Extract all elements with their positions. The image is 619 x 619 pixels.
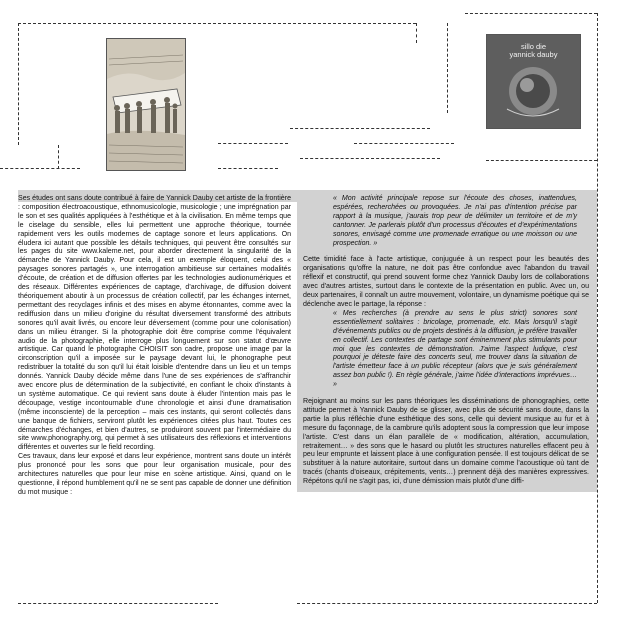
dashed-line-top-right xyxy=(465,13,597,14)
engraving-drawing xyxy=(107,39,185,170)
right-paragraph-2: Rejoignant au moins sur les pans théoriques les disséminations de phonographies, cette attitude permet à Yannick Dauby de se glisser, avec plus de sécurité sans doute, dans la partie la plus réfléchie d'une esthétique des sons, celle qui devient musique au fur et à mesure du façonnage, de la cambrure qu'ils adoptent sous la compression que leur impose l'artiste. C'est dans un élan parallèle de « modification, altération, accumulation, retraitement… » des sons que le hasard ou plutôt les structures naturelles effacent peu à peu leur emprunte et laissent place à une configuration pensée. Il est toujours délicat de se substituer à la nature autoritaire, surtout dans un domaine comme l'acoustique où tant de tracés (chants d'oiseaux, crépitements, vents…) prennent déjà des manières expressives. Répétons qu'il ne s'agit pas, ici, d'une démission mais plutôt d'une diffi- xyxy=(303,398,589,486)
dashed-line-mid xyxy=(447,23,448,113)
album-title-line1: sillo die xyxy=(520,42,546,51)
dashed-line-mid2 xyxy=(416,23,417,43)
right-paragraph-1: Cette timidité face à l'acte artistique, conjuguée à un respect pour les beautés des organisations qu'offre la nature, ne doit pas être confondue avec l'abandon du travail réflexif et constructif, qui prend souvent forme chez Yannick Dauby lors de collaborations avec d'autres artistes, surtout dans le contexte de la présentation en public. Avec un, ou deux partenaires, il connaît un autre mouvement, volontaire, un dynamisme poétique qui se déclenche avec le partage, la réponse : xyxy=(303,256,589,308)
left-paragraph-2: Ces travaux, dans leur exposé et dans leur expérience, montrent sans doute un intérêt plus prononcé pour les sons que pour leur organisation musicale, pour des architectures naturelles que pour leur mise en scène artistique. Ainsi, quand on le questionne, il répond humblement qu'il ne se sent pas capable de donner une définition du mot musique : xyxy=(18,453,291,496)
engraving-illustration xyxy=(106,38,186,171)
dashed-line-left-top xyxy=(18,23,19,145)
dashed-line-mid-1 xyxy=(290,128,430,129)
album-title-line2: yannick dauby xyxy=(509,50,558,59)
left-paragraph-1: Ses études ont sans doute contribué à faire de Yannick Dauby cet artiste de la frontière : composition électroacoustique, ethnomusicologie, musicologie ; une imprégnation par le son et ses qualités appliquées à l'esthétique et à la civilisation. En même temps que le ciselage du sensible, elles lui permettent une approche théorique, tournée rapidement vers les outils modernes de captage sonore et leurs applications. On éludera ici autant que possible les détails techniques, qui peuvent être consultés sur les pages du site www.kaleme.net, pour aborder directement la singularité de la démarche de Yannick Dauby. Pour cela, il est un exemple éloquent, celui des « paysages sonores partagés », une interrogation ambitieuse sur certaines modalités d'écoute, de création et de diffusion offertes par les technologies audionumériques et des réseaux. Différentes expériences de captage, d'archivage, de diffusion doivent théoriquement aboutir à un processus de création collectif, par les échanges internet, permettant des recyclages infinis et des mises en abyme étonnantes, comme avec la rediffusion dans un milieu d'origine du résultat diversement transformé des attributs sonores qu'il avait livrés, ou encore leur déversement (comme pour une colonisation) dans un milieu étranger. Si la photographie doit être comprise comme l'équivalent audio de la photographie, elle interroge plus longuement sur son statut d'œuvre artistique. Car quand le photographe CHOISIT son cadre, propose une image par la circonscription qu'il a imposée sur le paysage devant lui, le phonographe peut redistribuer la totalité du son qu'il lui était loisible d'entendre dans un lieu et un temps donnés. Yannick Dauby décide même dans l'une de ses expériences de s'affranchir avec encore plus de détermination de la subjectivité, en confiant le choix d'instants à un système automatique. Ce qui revient sans doute à éluder l'intention mais pas le découpage, vestige incontournable d'une chronologie et ainsi d'une dramatisation (même inconsciente) de la perception – mais ces instants, qui seront collectés dans une banque de fichiers, serviront plutôt les expériences citées plus haut. Toutes ces démarches d'échanges, et bien d'autres, se produiront souvent par l'intermédiaire du site www.phonography.org, qui permet à ses utilisateurs des réflexions et interventions différentes et ouvertes sur le field recording. xyxy=(18,195,291,452)
dashed-line-top xyxy=(18,23,416,24)
dashed-line-mid-2 xyxy=(218,143,288,144)
spacer xyxy=(303,390,589,398)
quote-2: « Mes recherches (à prendre au sens le plus strict) sonores sont essentiellement solitaires : bricolage, promenade, etc. Mais lorsqu'il s'agit d'événements publics ou de projets destinés à la diffusion, je préfère travailler en collectif. Les contextes de partage sont éminemment plus stimulants pour moi que les contextes de démonstration. J'aime l'aspect ludique, c'est pourquoi je déteste faire des concerts seul, me trouver dans la situation de l'artiste émetteur face à un public récepteur (alors que je suis généralement assez bon public !). En règle générale, j'aime l'idée d'interactions imprévues… » xyxy=(333,309,577,389)
album-cover xyxy=(486,34,581,129)
spacer xyxy=(303,248,589,256)
dashed-line-bottom-right xyxy=(297,603,597,604)
left-column xyxy=(18,195,291,498)
dashed-line-mid-3 xyxy=(354,143,454,144)
dashed-line-mid-5 xyxy=(218,168,278,169)
quote-1: « Mon activité principale repose sur l'écoute des choses, inattendues, espérées, recherchées ou provoquées. Je n'ai pas d'intention précise par rapport à la musique, j'aurais trop peur de délimiter un territoire et de m'y cantonner. Je parlerais plutôt d'un processus d'écoutes et d'expérimentations sonores, envisagé comme une promenade erratique ou une moisson ou une prospection. » xyxy=(333,195,577,247)
right-column xyxy=(303,195,589,487)
dashed-line-left-1 xyxy=(0,168,80,169)
dashed-line-left-2 xyxy=(58,145,59,169)
dashed-line-mid-6 xyxy=(486,160,597,161)
dashed-line-right xyxy=(597,13,598,603)
dashed-line-mid-4 xyxy=(300,158,440,159)
album-title xyxy=(487,43,580,59)
dashed-line-bottom-left xyxy=(18,603,218,604)
